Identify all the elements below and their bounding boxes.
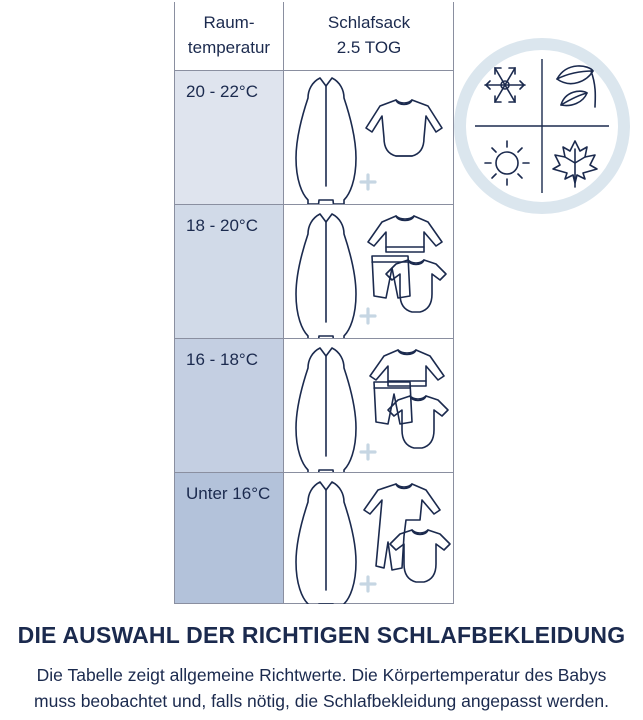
long-sleeve-bodysuit-icon xyxy=(366,100,442,156)
clothing-guide-table xyxy=(174,2,454,604)
sleeping-bag-icon xyxy=(296,78,356,204)
header-sack-line2: 2.5 TOG xyxy=(336,38,402,57)
long-sleeve-shirt-icon xyxy=(368,216,442,252)
plus-icon xyxy=(361,577,375,591)
description-line-2: muss beobachtet und, falls nötig, die Schlafbekleidung angepasst werden. xyxy=(34,691,609,711)
header-sleeping-bag xyxy=(284,10,454,60)
short-sleeve-bodysuit-icon xyxy=(388,396,448,448)
pants-icon xyxy=(372,256,410,298)
short-sleeve-bodysuit-icon xyxy=(390,530,450,582)
pajama-top-icon xyxy=(370,350,444,386)
description-line-1: Die Tabelle zeigt allgemeine Richtwerte. Die Körpertemperatur des Babys xyxy=(36,665,607,685)
pajama-pants-icon xyxy=(374,382,412,424)
sleeping-bag-icon xyxy=(296,348,356,472)
footed-sleepsuit-icon xyxy=(364,484,440,570)
plus-icon xyxy=(361,175,375,189)
row3-illustration xyxy=(284,338,454,472)
temp-label-16-18: 16 - 18°C xyxy=(186,350,259,369)
row2-illustration xyxy=(284,204,454,338)
temp-label-20-22: 20 - 22°C xyxy=(186,82,259,101)
header-room-line2: temperatur xyxy=(187,38,271,57)
header-room-line1: Raum- xyxy=(203,13,255,32)
plus-icon xyxy=(361,445,375,459)
header-sack-line1: Schlafsack xyxy=(327,13,411,32)
sleeping-bag-icon xyxy=(296,214,356,338)
page-title: DIE AUSWAHL DER RICHTIGEN SCHLAFBEKLEIDUNG xyxy=(17,622,626,648)
header-room-temperature xyxy=(175,10,283,60)
plus-icon xyxy=(361,309,375,323)
sleeping-bag-icon xyxy=(296,482,356,604)
row1-illustration xyxy=(284,70,454,204)
row4-illustration xyxy=(284,472,454,604)
temp-label-18-20: 18 - 20°C xyxy=(186,216,259,235)
temp-label-under-16: Unter 16°C xyxy=(186,484,271,503)
seasons-badge xyxy=(447,35,637,217)
